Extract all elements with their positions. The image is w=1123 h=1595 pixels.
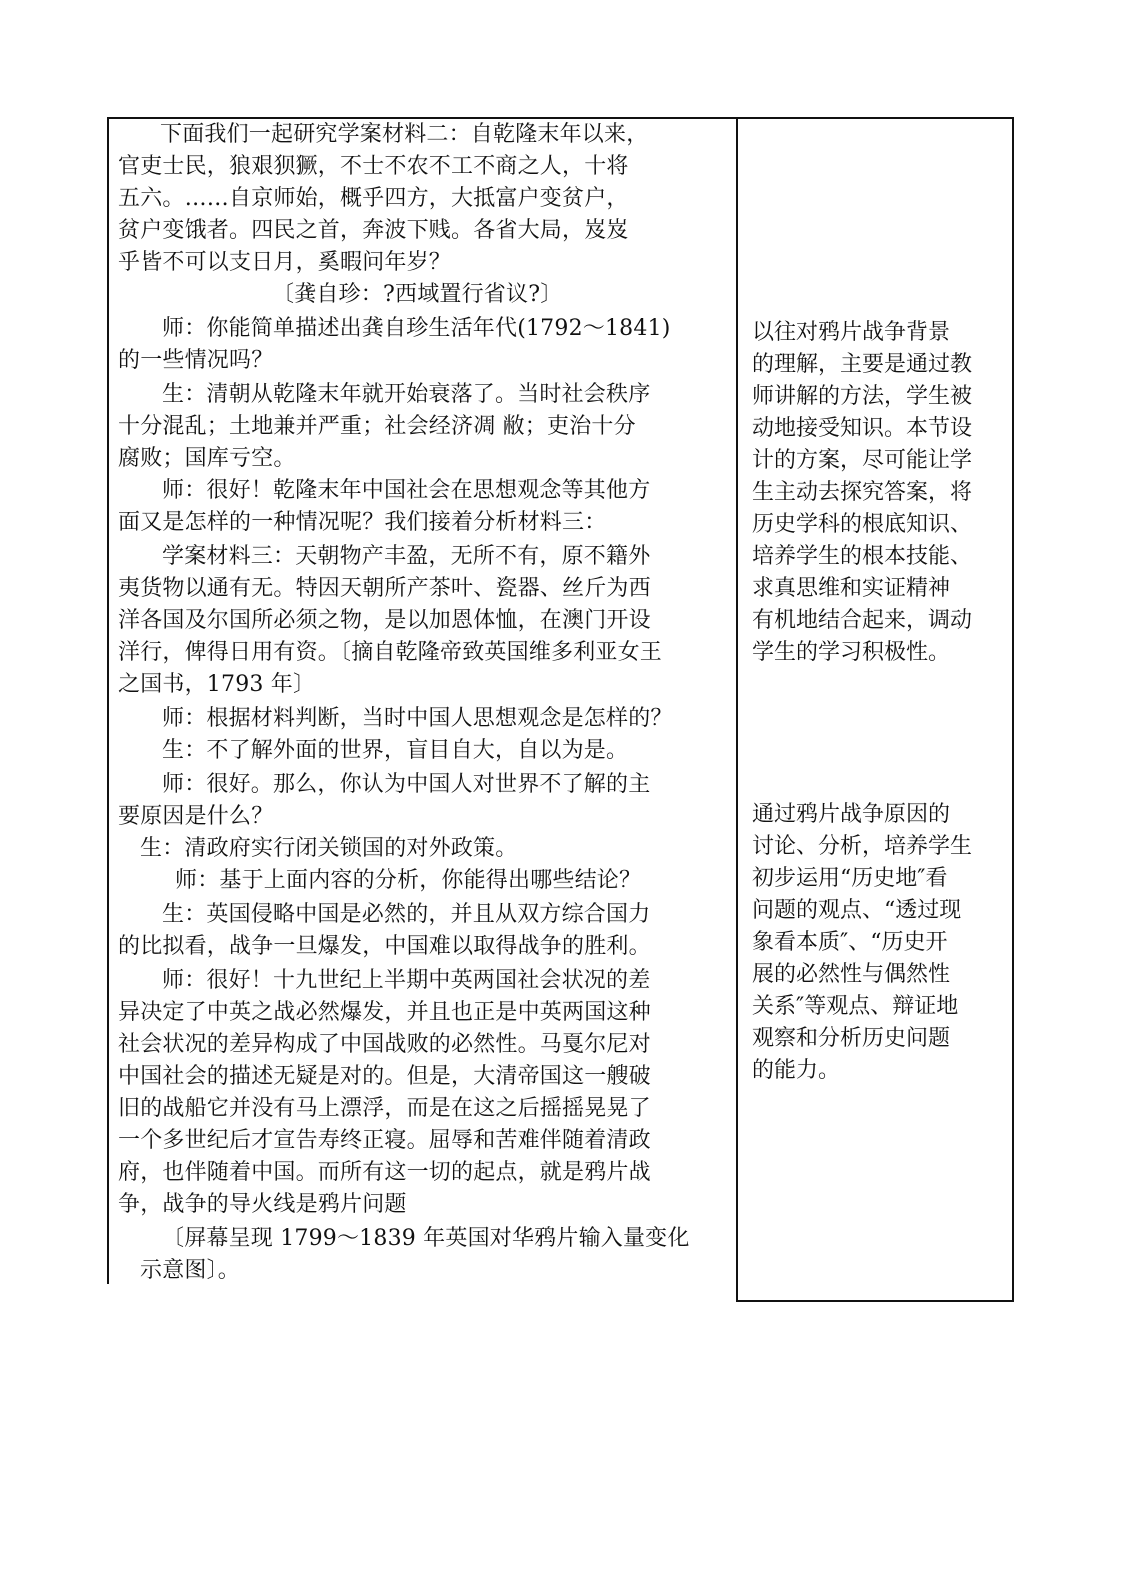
text-line: 十分混乱；土地兼并严重；社会经济凋 敝；吏治十分 [118, 414, 636, 439]
note-line: 学生的学习积极性。 [752, 640, 951, 665]
text-line: 乎皆不可以支日月，奚暇问年岁？ [118, 250, 452, 275]
note-line: 有机地结合起来，调动 [752, 608, 973, 633]
text-line: 生：英国侵略中国是必然的，并且从双方综合国力 [162, 902, 651, 927]
text-line: 夷货物以通有无。特因天朝所产茶叶、瓷器、丝斤为西 [118, 576, 651, 601]
text-line: 〔屏幕呈现 1799～1839 年英国对华鸦片输入量变化 [162, 1226, 690, 1251]
note-line: 讨论、分析，培养学生 [752, 834, 973, 859]
text-line: 生：清政府实行闭关锁国的对外政策。 [140, 836, 518, 861]
text-line: 中国社会的描述无疑是对的。但是，大清帝国这一艘破 [118, 1064, 651, 1089]
note-line: 历史学科的根底知识、 [752, 512, 973, 537]
note-line: 计的方案，尽可能让学 [752, 448, 973, 473]
note-line: 师讲解的方法，学生被 [752, 384, 973, 409]
note-line: 培养学生的根本技能、 [752, 544, 973, 569]
text-line: 五六。……自京师始，概乎四方，大抵富户变贫户， [118, 186, 629, 211]
text-line: 腐败；国库亏空。 [118, 446, 296, 471]
text-line: 的比拟看，战争一旦爆发，中国难以取得战争的胜利。 [118, 934, 651, 959]
note-line: 观察和分析历史问题 [752, 1026, 951, 1051]
text-line: 师：很好！十九世纪上半期中英两国社会状况的差 [162, 968, 651, 993]
text-line: 下面我们一起研究学案材料二：自乾隆末年以来， [160, 122, 649, 147]
note-line: 生主动去探究答案，将 [752, 480, 973, 505]
text-line: 要原因是什么？ [118, 804, 274, 829]
text-line: 官吏士民，狼艰狈獗，不士不农不工不商之人，十将 [118, 154, 629, 179]
note-line: 动地接受知识。本节设 [752, 416, 973, 441]
text-line: 之国书，1793 年〕 [118, 672, 316, 697]
note-line: 以往对鸦片战争背景 [752, 320, 951, 345]
note-line: 问题的观点、“透过现 [752, 898, 962, 923]
text-line: 学案材料三：天朝物产丰盈，无所不有，原不籍外 [162, 544, 651, 569]
text-line: 贫户变饿者。四民之首，奔波下贱。各省大局，岌岌 [118, 218, 629, 243]
text-line: 师：根据材料判断，当时中国人思想观念是怎样的？ [162, 706, 673, 731]
text-line: 师：你能简单描述出龚自珍生活年代(1792～1841) [162, 316, 671, 341]
text-line: 异决定了中英之战必然爆发，并且也正是中英两国这种 [118, 1000, 651, 1025]
text-line: 旧的战船它并没有马上漂浮，而是在这之后摇摇晃晃了 [118, 1096, 651, 1121]
text-line: 府，也伴随着中国。而所有这一切的起点，就是鸦片战 [118, 1160, 651, 1185]
text-line: 洋行，俾得日用有资。〔摘自乾隆帝致英国维多利亚女王 [118, 640, 663, 665]
text-line: 师：很好。那么，你认为中国人对世界不了解的主 [162, 772, 651, 797]
note-line: 初步运用“历史地″看 [752, 866, 948, 891]
text-line: 社会状况的差异构成了中国战败的必然性。马戛尔尼对 [118, 1032, 651, 1057]
note-line: 求真思维和实证精神 [752, 576, 951, 601]
note-line: 象看本质″、“历史开 [752, 930, 948, 955]
note-line: 展的必然性与偶然性 [752, 962, 951, 987]
text-line: 争，战争的导火线是鸦片问题 [118, 1192, 407, 1217]
note-line: 关系″等观点、辩证地 [752, 994, 959, 1019]
text-line: 洋各国及尔国所必须之物，是以加恩体恤，在澳门开设 [118, 608, 651, 633]
text-line: 师：基于上面内容的分析，你能得出哪些结论？ [175, 868, 642, 893]
text-line: 示意图〕。 [140, 1258, 241, 1283]
text-line: 一个多世纪后才宣告寿终正寝。屈辱和苦难伴随着清政 [118, 1128, 651, 1153]
note-line: 的理解，主要是通过教 [752, 352, 973, 377]
citation-line: 〔龚自珍：?西域置行省议?〕 [272, 282, 563, 307]
design-notes-column [736, 117, 1014, 1302]
note-line: 的能力。 [752, 1058, 841, 1083]
text-line: 生：不了解外面的世界，盲目自大，自以为是。 [162, 738, 629, 763]
text-line: 生：清朝从乾隆末年就开始衰落了。当时社会秩序 [162, 382, 651, 407]
text-line: 的一些情况吗？ [118, 348, 274, 373]
text-line: 面又是怎样的一种情况呢？我们接着分析材料三： [118, 510, 607, 535]
note-line: 通过鸦片战争原因的 [752, 802, 951, 827]
text-line: 师：很好！乾隆末年中国社会在思想观念等其他方 [162, 478, 651, 503]
